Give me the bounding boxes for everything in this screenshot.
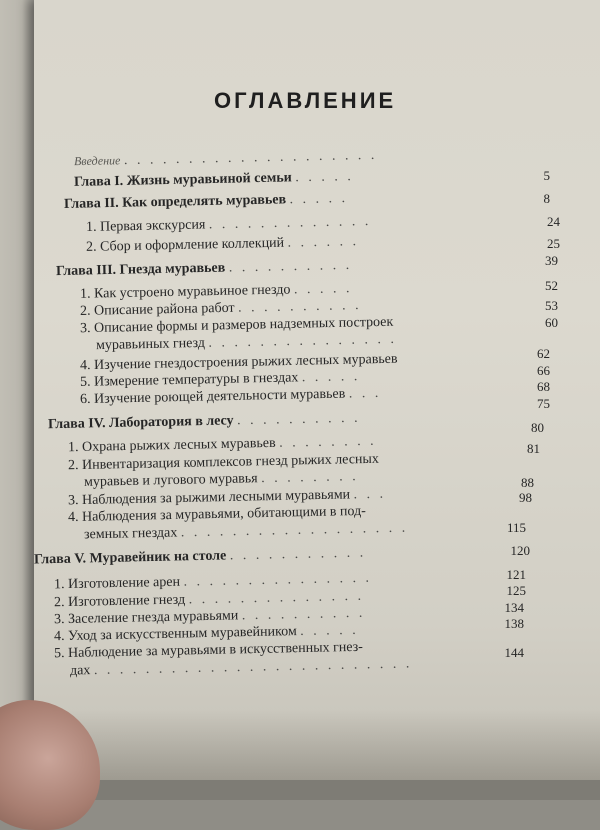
toc-entry-label: 3. Заселение гнезда муравьями xyxy=(53,608,239,628)
toc-entry-chapter xyxy=(64,191,348,213)
toc-entry-label: муравьев и лугового муравья xyxy=(83,471,258,490)
leader-dots: . . . . . . . . . . . . . . . xyxy=(183,570,373,590)
toc-entry-label: 3. Наблюдения за рыжими лесными муравьями xyxy=(67,487,351,509)
toc-entry-label: дах xyxy=(69,663,91,679)
page-number: 144 xyxy=(504,645,524,660)
page-number: 66 xyxy=(537,363,550,378)
leader-dots: . . . . . xyxy=(289,191,349,208)
page-number: 125 xyxy=(506,583,526,598)
toc-entry-label: 1. Изготовление арен xyxy=(53,574,181,593)
leader-dots: . . . . . . . . . . . . . xyxy=(208,214,372,233)
page-number: 75 xyxy=(537,396,550,411)
leader-dots: . . . . . . . . . . xyxy=(237,298,362,316)
toc-entry-label: 3. Описание формы и размеров надземных построек xyxy=(79,314,394,337)
page-number: 88 xyxy=(521,475,534,490)
page-number: 25 xyxy=(547,236,560,251)
page-number: 62 xyxy=(537,346,550,361)
page-number: 68 xyxy=(537,379,550,394)
toc-entry xyxy=(86,214,372,236)
toc-entry-label: Глава IV. Лаборатория в лесу xyxy=(47,413,234,433)
leader-dots: . . . . . . . . . . xyxy=(241,605,366,624)
leader-dots: . . . . . . . . xyxy=(278,433,377,451)
toc-entry-label: 2. Описание района работ xyxy=(79,300,235,319)
toc-entry-label: 2. Инвентаризация комплексов гнезд рыжих лесных xyxy=(67,451,380,474)
toc-entry-label: Введение xyxy=(73,153,121,169)
leader-dots: . . . . . xyxy=(300,622,359,640)
leader-dots: . . . . . . . . . . . xyxy=(229,545,367,564)
toc-entry-label: 4. Изучение гнездостроения рыжих лесных муравьев xyxy=(79,351,398,374)
toc-entry-label: 4. Уход за искусственным муравейником xyxy=(53,624,297,645)
toc-entry-label: Глава I. Жизнь муравьиной семьи xyxy=(73,170,292,190)
leader-dots: . . . . . xyxy=(295,169,354,186)
page-number: 5 xyxy=(543,168,550,183)
page-number: 24 xyxy=(547,214,560,229)
leader-dots: . . . . . . . . . . . . . . . xyxy=(208,331,398,351)
toc-entry-label: Глава II. Как определять муравьев xyxy=(63,192,287,212)
toc-entry-label: 1. Как устроено муравьиное гнездо xyxy=(79,282,291,302)
leader-dots: . . . . . . . . . . . . . . . . . . . . xyxy=(123,147,378,169)
leader-dots: . . . . . . . . . . . . . . . . . . . . . . . . . xyxy=(93,656,413,679)
toc-entry-label: 5. Измерение температуры в гнездах xyxy=(79,370,299,390)
toc-entry-chapter xyxy=(56,258,353,280)
book-page xyxy=(34,0,600,780)
page-title: ОГЛАВЛЕНИЕ xyxy=(214,88,397,113)
page-number: 134 xyxy=(504,600,524,615)
page-number: 8 xyxy=(543,191,550,206)
toc-entry-label: 1. Первая экскурсия xyxy=(85,217,206,235)
page-number: 81 xyxy=(527,441,540,456)
page-number: 121 xyxy=(506,567,526,582)
page-number: 52 xyxy=(545,278,558,293)
leader-dots: . . . . . . . . xyxy=(261,469,359,487)
toc-entry-label: Глава III. Гнезда муравьев xyxy=(55,260,226,280)
leader-dots: . . . . . . . . . . xyxy=(228,257,353,276)
leader-dots: . . . . . . . . . . . . . . xyxy=(188,588,365,608)
page-number: 138 xyxy=(504,616,524,631)
leader-dots: . . . . . . . . . . . . . . . . . . xyxy=(180,520,409,541)
toc-entry-label: 4. Наблюдения за муравьями, обитающими в под- xyxy=(67,503,367,526)
page-number: 39 xyxy=(545,253,558,268)
toc-entry-intro xyxy=(74,147,378,170)
page-number: 80 xyxy=(531,420,544,435)
toc-entry-label: муравьиных гнезд xyxy=(95,335,206,354)
toc-entry-label: 5. Наблюдение за муравьями в искусственных гнез- xyxy=(53,639,364,662)
page-number: 53 xyxy=(545,298,558,313)
toc-entry xyxy=(86,234,359,256)
leader-dots: . . . xyxy=(348,385,382,402)
leader-dots: . . . . . . xyxy=(287,234,360,251)
leader-dots: . . . . . xyxy=(301,369,361,386)
toc-entry-chapter xyxy=(34,546,367,569)
leader-dots: . . . . . . . . . . xyxy=(236,410,361,429)
table-surface xyxy=(34,780,600,800)
toc-entry-label: земных гнездах xyxy=(83,525,178,543)
page-number: 115 xyxy=(506,520,526,535)
leader-dots: . . . . . xyxy=(293,281,353,298)
page-number: 98 xyxy=(519,490,532,505)
toc-entry-label: 2. Изготовление гнезд xyxy=(53,592,186,611)
toc-entry-chapter xyxy=(74,169,354,191)
leader-dots: . . . xyxy=(353,486,387,503)
toc-entry-chapter xyxy=(48,411,361,434)
page-number: 120 xyxy=(510,543,530,558)
toc-entry-label: 2. Сбор и оформление коллекций xyxy=(85,235,285,255)
toc-entry-label: 6. Изучение роющей деятельности муравьев xyxy=(79,386,346,408)
table-of-contents xyxy=(34,0,600,700)
toc-entry-label: Глава V. Муравейник на столе xyxy=(33,548,227,568)
page-number: 60 xyxy=(545,315,558,330)
toc-entry-label: 1. Охрана рыжих лесных муравьев xyxy=(67,435,276,456)
